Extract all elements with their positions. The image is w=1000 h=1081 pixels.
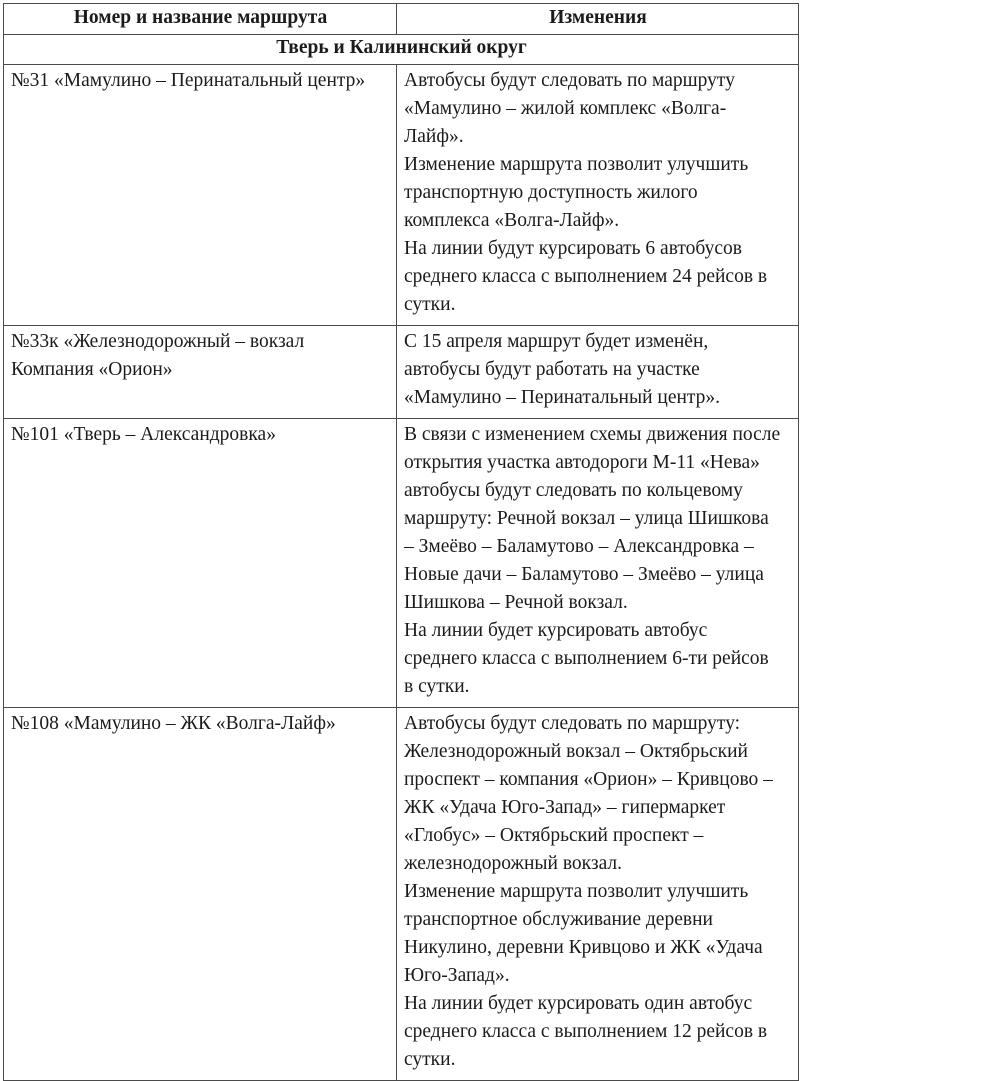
table-row bbox=[4, 326, 799, 419]
change-paragraph: Автобусы будут следовать по маршруту «Мамулино – жилой комплекс «Волга-Лайф». bbox=[404, 70, 735, 147]
route-changes-cell bbox=[397, 419, 799, 708]
change-paragraph: Автобусы будут следовать по маршруту: Железнодорожный вокзал – Октябрьский проспект – компания «Орион» – Кривцово – ЖК «Удача Юго-Запад» – гипермаркет «Глобус» – Октябрьский проспект – железнодорожный вокзал. bbox=[404, 713, 773, 874]
route-name-cell bbox=[4, 65, 397, 326]
route-changes-cell bbox=[397, 326, 799, 419]
route-name-cell bbox=[4, 326, 397, 419]
change-paragraph: На линии будет курсировать автобус среднего класса с выполнением 6-ти рейсов в сутки. bbox=[404, 620, 769, 697]
change-paragraph: В связи с изменением схемы движения после открытия участка автодороги М-11 «Нева» автобусы будут следовать по кольцевому маршруту: Речной вокзал – улица Шишкова – Змеёво – Баламутово – Александровка – Новые дачи – Баламутово – Змеёво – улица Шишкова – Речной вокзал. bbox=[404, 424, 781, 613]
route-name: №31 «Мамулино – Перинатальный центр» bbox=[11, 70, 366, 91]
change-paragraph: На линии будет курсировать один автобус среднего класса с выполнением 12 рейсов в сутки. bbox=[404, 993, 768, 1070]
table-row bbox=[4, 419, 799, 708]
table-body bbox=[4, 65, 799, 1081]
route-name: №101 «Тверь – Александровка» bbox=[11, 424, 276, 445]
change-paragraph: С 15 апреля маршрут будет изменён, автобусы будут работать на участке «Мамулино – Перинатальный центр». bbox=[404, 331, 721, 408]
table-row bbox=[4, 708, 799, 1081]
change-paragraph: Изменение маршрута позволит улучшить транспортную доступность жилого комплекса «Волга-Лайф». bbox=[404, 154, 749, 231]
table-row bbox=[4, 65, 799, 326]
route-changes-table bbox=[3, 3, 799, 1081]
route-name-cell bbox=[4, 419, 397, 708]
route-changes-cell bbox=[397, 65, 799, 326]
section-title-tver-kalininsky: Тверь и Калининский округ bbox=[4, 35, 799, 65]
change-paragraph: На линии будут курсировать 6 автобусов среднего класса с выполнением 24 рейсов в сутки. bbox=[404, 238, 768, 315]
route-name: №33к «Железнодорожный – вокзал Компания «Орион» bbox=[11, 331, 305, 380]
route-name-cell bbox=[4, 708, 397, 1081]
column-header-route: Номер и название маршрута bbox=[4, 4, 397, 35]
route-changes-cell bbox=[397, 708, 799, 1081]
change-paragraph: Изменение маршрута позволит улучшить транспортное обслуживание деревни Никулино, деревни Кривцово и ЖК «Удача Юго-Запад». bbox=[404, 881, 763, 986]
table-section-row bbox=[4, 35, 799, 65]
column-header-changes: Изменения bbox=[397, 4, 799, 35]
table-header-row bbox=[4, 4, 799, 35]
table-header bbox=[4, 4, 799, 65]
route-name: №108 «Мамулино – ЖК «Волга-Лайф» bbox=[11, 713, 336, 734]
